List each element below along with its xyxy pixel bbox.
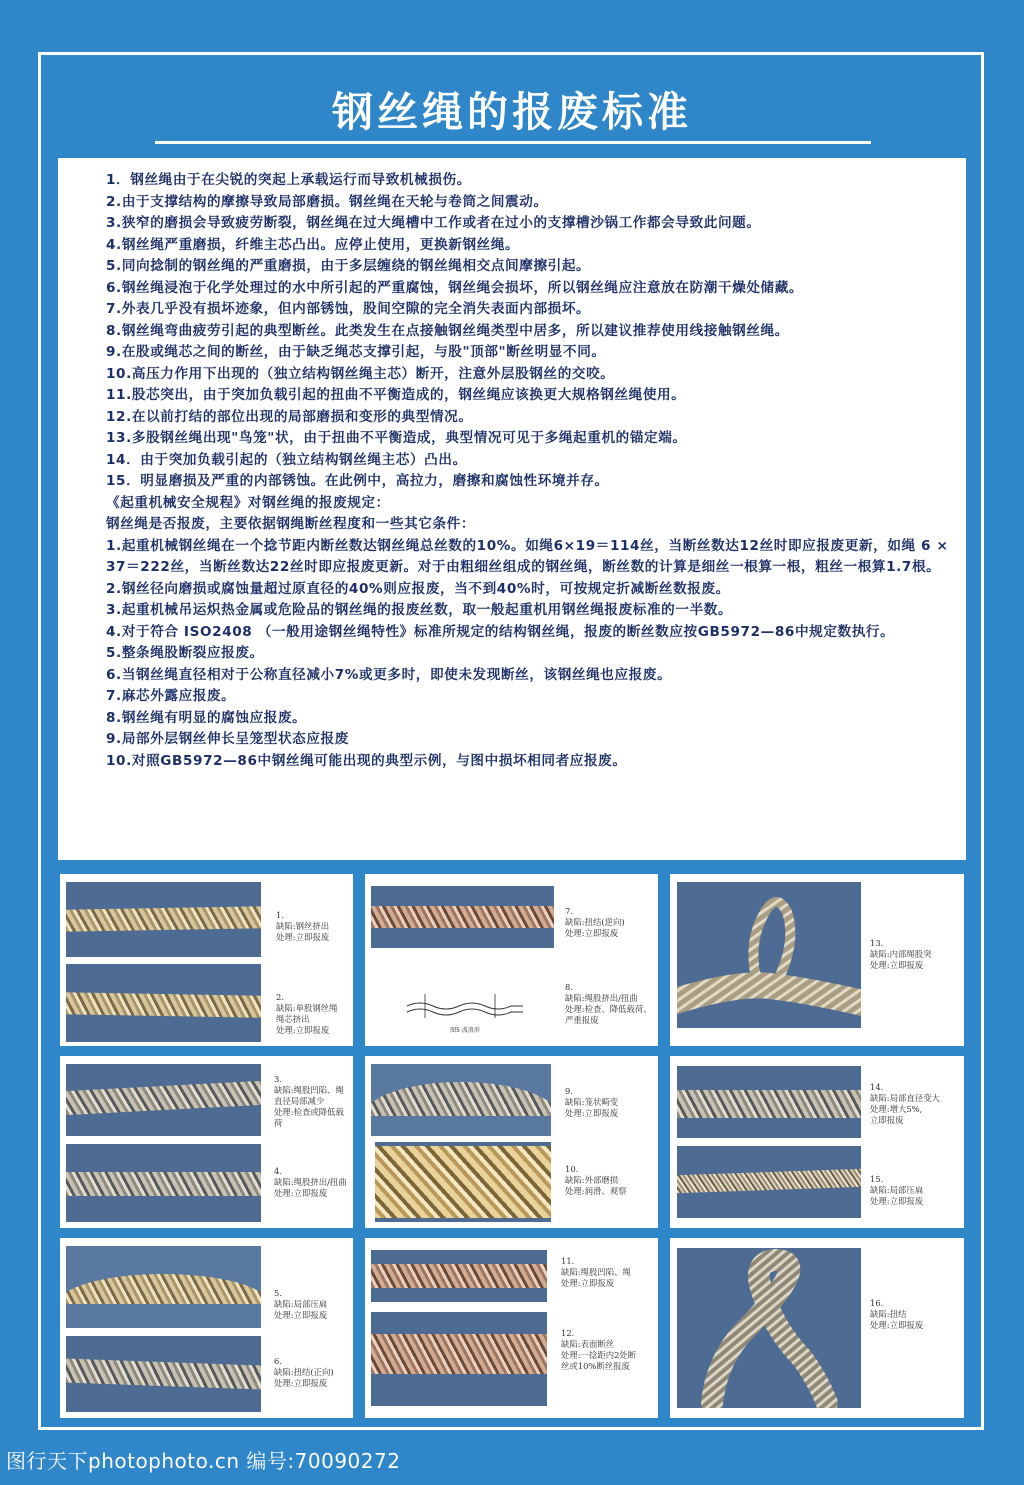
example-number: 14.	[870, 1082, 884, 1092]
example-card	[670, 874, 964, 1046]
example-card	[60, 1056, 353, 1228]
example-number: 9.	[565, 1086, 573, 1096]
rope-photo	[66, 964, 261, 1042]
rope-loop	[753, 902, 790, 982]
regulation-item: 10.对照GB5972—86中钢丝绳可能出现的典型示例，与图中损坏相同者应报废。	[106, 752, 627, 769]
example-caption	[274, 1166, 347, 1199]
example-card	[670, 1238, 964, 1418]
cause-item: 2.由于支撑结构的摩擦导致局部磨损。钢丝绳在天轮与卷筒之间震动。	[106, 193, 548, 210]
rope-image	[66, 906, 261, 932]
rope-image	[371, 1334, 547, 1374]
example-line: 缺陷:扭结(逆向)	[565, 917, 625, 927]
example-caption	[565, 982, 652, 1026]
example-line: 处理:立即报废	[565, 928, 619, 938]
rope-loop	[712, 1260, 827, 1403]
rope-image	[66, 1172, 261, 1196]
example-line: 缺陷:绳股凹陷、绳	[561, 1267, 631, 1277]
rope-photo	[371, 1250, 547, 1302]
example-line: 处理:增大5%,	[870, 1104, 923, 1114]
example-line: 处理:检查或降低载	[274, 1107, 344, 1117]
example-number: 5.	[274, 1288, 282, 1298]
cause-item: 1．钢丝绳由于在尖锐的突起上承载运行而导致机械损伤。	[106, 172, 471, 188]
example-caption	[565, 1086, 618, 1119]
example-line: 处理:立即报废	[565, 1108, 619, 1118]
example-line: 绳芯挤出	[276, 1014, 310, 1024]
cause-item: 7.外表几乎没有损坏迹象，但内部锈蚀，股间空隙的完全消失表面内部损坏。	[106, 301, 591, 317]
cause-item: 5.同向捻制的钢丝绳的严重磨损，由于多层缠绕的钢丝绳相交点间摩擦引起。	[106, 258, 591, 274]
regulation-item: 4.对于符合 ISO2408 （一般用途钢丝绳特性》标准所规定的结构钢丝绳，报废的断丝数应按GB5972—86中规定数执行。	[106, 623, 895, 640]
example-line: 缺陷:绳股凹陷、绳	[274, 1085, 344, 1095]
example-caption	[870, 1174, 923, 1207]
title-underline	[155, 141, 871, 144]
example-caption	[565, 1164, 626, 1197]
example-line: 缺陷:扭结	[870, 1309, 907, 1319]
rope-photo	[371, 886, 554, 948]
example-number: 8.	[565, 982, 573, 992]
cause-item: 9.在股或绳芯之间的断丝，由于缺乏绳芯支撑引起，与股"顶部"断丝明显不同。	[106, 344, 606, 360]
example-grid	[58, 872, 966, 1420]
example-card	[365, 1056, 658, 1228]
rope-photo	[66, 1246, 261, 1328]
example-line: 处理:立即报废	[870, 960, 924, 970]
rope-image	[371, 906, 554, 928]
rope-image	[66, 992, 261, 1018]
example-caption	[870, 1298, 923, 1331]
rope-photo	[66, 1064, 261, 1136]
cause-item: 15．明显磨损及严重的内部锈蚀。在此例中，高拉力，磨擦和腐蚀性环境并存。	[106, 473, 609, 489]
rope-photo	[66, 1144, 261, 1222]
example-caption	[274, 1288, 327, 1321]
example-line: 缺陷:扭结(正向)	[274, 1367, 334, 1377]
regulation-item: 9.局部外层钢丝伸长呈笼型状态应报废	[106, 731, 349, 747]
rope-image	[371, 1082, 551, 1116]
example-number: 3.	[274, 1074, 282, 1084]
rope-photo	[375, 1142, 551, 1222]
rope-segment	[677, 985, 861, 1004]
rope-image	[677, 1090, 861, 1118]
rope-image	[677, 1169, 861, 1194]
example-number: 11.	[561, 1256, 575, 1266]
regulation-intro: 钢丝绳是否报废，主要依据钢绳断丝程度和一些其它条件：	[106, 516, 476, 532]
rope-image	[66, 1081, 261, 1116]
example-line: 处理:立即报废	[276, 1025, 330, 1035]
regulation-item: 7.麻芯外露应报废。	[106, 688, 236, 704]
example-card	[60, 874, 353, 1046]
example-number: 2.	[276, 992, 284, 1002]
example-card	[60, 1238, 353, 1418]
cause-item: 4.钢丝绳严重磨损，纤维主芯凸出。应停止使用，更换新钢丝绳。	[106, 236, 520, 253]
regulation-item: 1.起重机械钢丝绳在一个捻节距内断丝数达钢丝绳总丝数的10%。如绳6×19＝114丝，当断丝数达12丝时即应报废更新，如绳 6 × 37＝222丝，当断丝数达22丝时即应报废更新。对于由粗细丝组成的钢丝绳，断丝数的计算是细丝一根算一根，粗丝一根算1.7根。	[106, 537, 949, 575]
rope-photo	[677, 1146, 861, 1218]
example-number: 6.	[274, 1356, 282, 1366]
diagram-caption: 图5 波浪形	[450, 1027, 480, 1034]
example-line: 处理:立即报废	[561, 1278, 615, 1288]
rope-photo	[66, 882, 261, 957]
example-line: 处理:检查、降低载荷、	[565, 1004, 652, 1014]
example-line: 缺陷:绳股挤出/扭曲	[274, 1177, 347, 1187]
example-line: 荷	[274, 1118, 283, 1128]
rope-photo	[371, 1064, 551, 1136]
example-caption	[276, 992, 337, 1036]
example-line: 缺陷:局部直径变大	[870, 1093, 940, 1103]
regulation-item: 2.钢丝径向磨损或腐蚀量超过原直径的40%则应报废，当不到40%时，可按规定折减断丝数报废。	[106, 580, 730, 597]
example-number: 10.	[565, 1164, 579, 1174]
rope-image	[371, 1264, 547, 1288]
example-line: 缺陷:内部绳股突	[870, 949, 932, 959]
cause-item: 14．由于突加负载引起的（独立结构钢丝绳主芯）凸出。	[106, 451, 467, 468]
rope-photo	[677, 882, 861, 1028]
example-caption	[565, 906, 625, 939]
rope-photo	[677, 1066, 861, 1138]
example-card	[670, 1056, 964, 1228]
example-number: 12.	[561, 1328, 575, 1338]
rope-photo	[66, 1336, 261, 1412]
rope-image	[66, 1358, 261, 1389]
example-line: 处理:一捻距内2处断	[561, 1350, 637, 1360]
cause-item: 3.狭窄的磨损会导致疲劳断裂，钢丝绳在过大绳槽中工作或者在过小的支撑槽沙锅工作都会导致此问题。	[106, 215, 761, 231]
regulation-item: 3.起重机械吊运炽热金属或危险品的钢丝绳的报废丝数，取一般起重机用钢丝绳报废标准的一半数。	[106, 602, 733, 618]
rope-image	[677, 882, 861, 1028]
rope-photo	[677, 1248, 861, 1408]
example-number: 16.	[870, 1298, 884, 1308]
example-line: 缺陷:局部压扁	[274, 1299, 328, 1309]
regulation-item: 6.当钢丝绳直径相对于公称直径减小7%或更多时，即使未发现断丝，该钢丝绳也应报废。	[106, 666, 672, 683]
example-line: 缺陷:绳股挤出/扭曲	[565, 993, 638, 1003]
example-number: 13.	[870, 938, 884, 948]
rope-photo	[371, 1312, 547, 1406]
rope-image	[66, 1274, 261, 1304]
example-line: 处理:润滑、观察	[565, 1186, 627, 1196]
example-line: 处理:立即报废	[870, 1196, 924, 1206]
cause-item: 12.在以前打结的部位出现的局部磨损和变形的典型情况。	[106, 408, 473, 425]
example-caption	[561, 1256, 631, 1289]
example-line: 缺陷:局部压扁	[870, 1185, 924, 1195]
example-number: 1.	[276, 910, 284, 920]
standards-text	[66, 170, 956, 772]
example-card	[365, 1238, 658, 1418]
cause-item: 10.高压力作用下出现的（独立结构钢丝绳主芯）断开，注意外层股钢丝的交咬。	[106, 365, 615, 382]
example-caption	[561, 1328, 636, 1372]
cause-item: 11.股芯突出，由于突加负载引起的扭曲不平衡造成的，钢丝绳应该换更大规格钢丝绳使用。	[106, 387, 686, 403]
example-line: 缺陷:笼状畸变	[565, 1097, 619, 1107]
example-caption	[274, 1356, 334, 1389]
example-caption	[274, 1074, 344, 1129]
regulation-item: 8.钢丝绳有明显的腐蚀应报废。	[106, 709, 307, 726]
example-line: 处理:立即报废	[276, 932, 330, 942]
example-number: 7.	[565, 906, 573, 916]
example-line: 缺陷:表面断丝	[561, 1339, 615, 1349]
cause-item: 13.多股钢丝绳出现"鸟笼"状，由于扭曲不平衡造成，典型情况可见于多绳起重机的锚定端。	[106, 430, 687, 446]
rope-image	[677, 1248, 861, 1408]
example-line: 缺陷:钢丝挤出	[276, 921, 330, 931]
example-line: 处理:立即报废	[870, 1320, 924, 1330]
example-number: 15.	[870, 1174, 884, 1184]
example-line: 立即报废	[870, 1115, 904, 1125]
rope-image	[375, 1146, 551, 1218]
example-caption	[870, 938, 931, 971]
example-line: 严重报废	[565, 1015, 599, 1025]
example-caption	[870, 1082, 940, 1126]
cause-item: 6.钢丝绳浸泡于化学处理过的水中所引起的严重腐蚀，钢丝绳会损坏，所以钢丝绳应注意放在防潮干燥处储藏。	[106, 279, 804, 296]
wave-diagram	[405, 986, 525, 1038]
wave-line	[407, 1009, 523, 1015]
page-title: 钢丝绳的报废标准	[332, 88, 692, 136]
example-line: 处理:立即报废	[274, 1188, 328, 1198]
example-line: 缺陷:单股钢丝绳	[276, 1003, 338, 1013]
example-number: 4.	[274, 1166, 282, 1176]
example-card	[365, 874, 658, 1046]
example-caption	[276, 910, 329, 943]
example-line: 丝或10%断丝报废	[561, 1361, 630, 1371]
regulation-item: 5.整条绳股断裂应报废。	[106, 645, 264, 661]
example-line: 直径局部减少	[274, 1096, 325, 1106]
wave-line	[407, 1003, 523, 1009]
example-line: 处理:立即报废	[274, 1378, 328, 1388]
example-line: 处理:立即报废	[274, 1310, 328, 1320]
watermark: 图行天下photophoto.cn 编号:70090272	[6, 1449, 401, 1473]
cause-item: 8.钢丝绳弯曲疲劳引起的典型断丝。此类发生在点接触钢丝绳类型中居多，所以建议推荐使用线接触钢丝绳。	[106, 322, 789, 339]
example-line: 缺陷:外部磨损	[565, 1175, 619, 1185]
regulation-heading: 《起重机械安全规程》对钢丝绳的报废规定：	[106, 494, 390, 511]
